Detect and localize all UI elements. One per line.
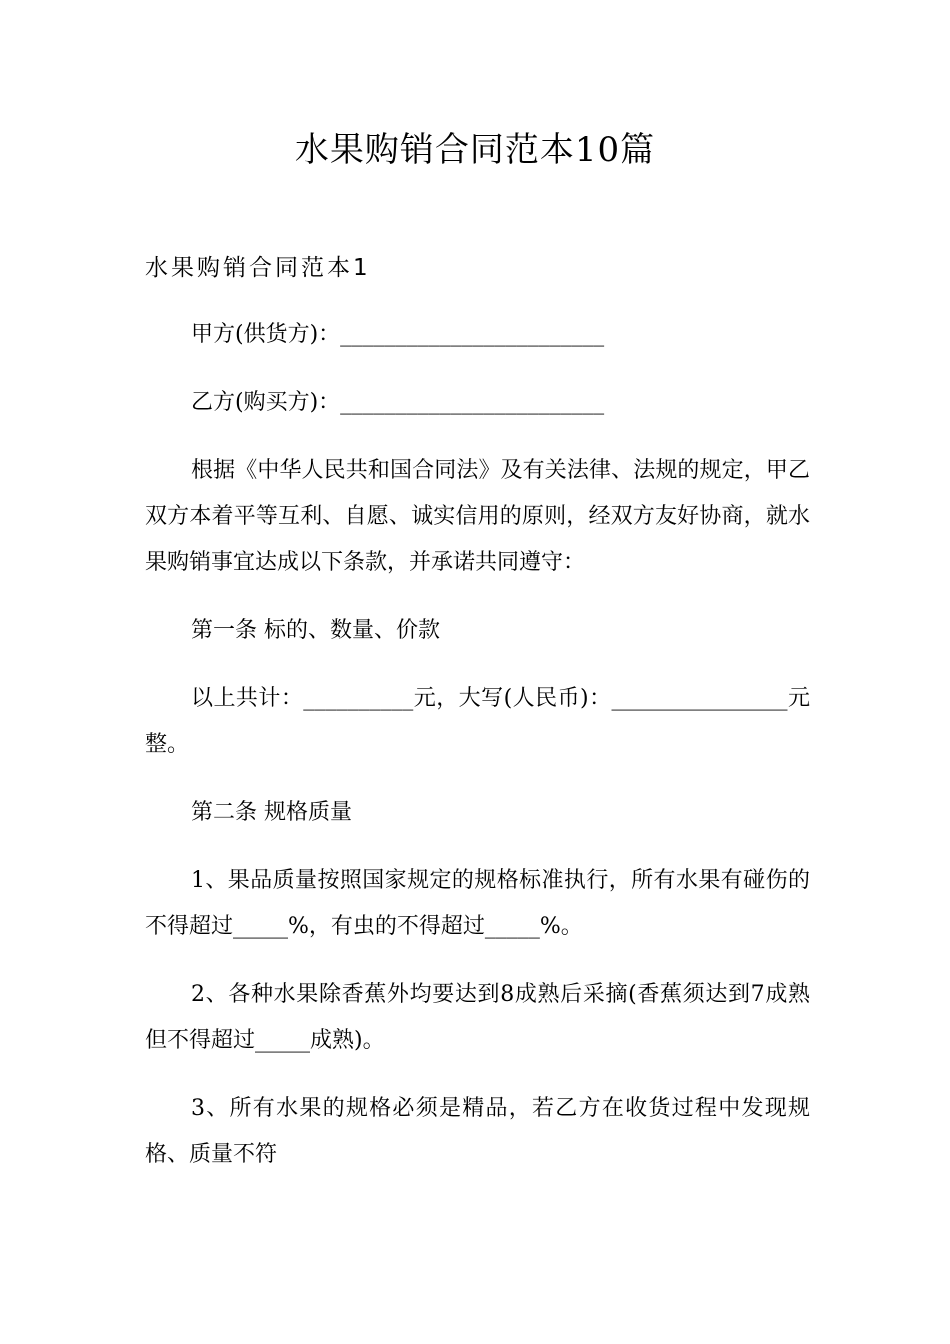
section-heading: 水果购销合同范本1 [145,255,371,281]
clause-3: 3、所有水果的规格必须是精品，若乙方在收货过程中发现规格、质量不符 [145,1096,810,1167]
clause-2: 2、各种水果除香蕉外均要达到8成熟后采摘(香蕉须达到7成熟但不得超过_____成熟)。 [145,982,810,1053]
total-amount-line: 以上共计：__________元，大写(人民币)：________________元整。 [145,686,810,757]
contract-body [145,312,810,1200]
article-two-heading: 第二条 规格质量 [191,800,352,825]
document-title: 水果购销合同范本10篇 [294,130,656,170]
party-b-line: 乙方(购买方)：________________________ [191,390,605,415]
preamble-paragraph: 根据《中华人民共和国合同法》及有关法律、法规的规定，甲乙双方本着平等互利、自愿、诚实信用的原则，经双方友好协商，就水果购销事宜达成以下条款，并承诺共同遵守： [145,458,810,575]
party-a-line: 甲方(供货方)：________________________ [191,322,605,347]
article-one-heading: 第一条 标的、数量、价款 [191,618,440,643]
clause-1: 1、果品质量按照国家规定的规格标准执行，所有水果有碰伤的不得超过_____%，有虫的不得超过_____%。 [145,868,810,939]
